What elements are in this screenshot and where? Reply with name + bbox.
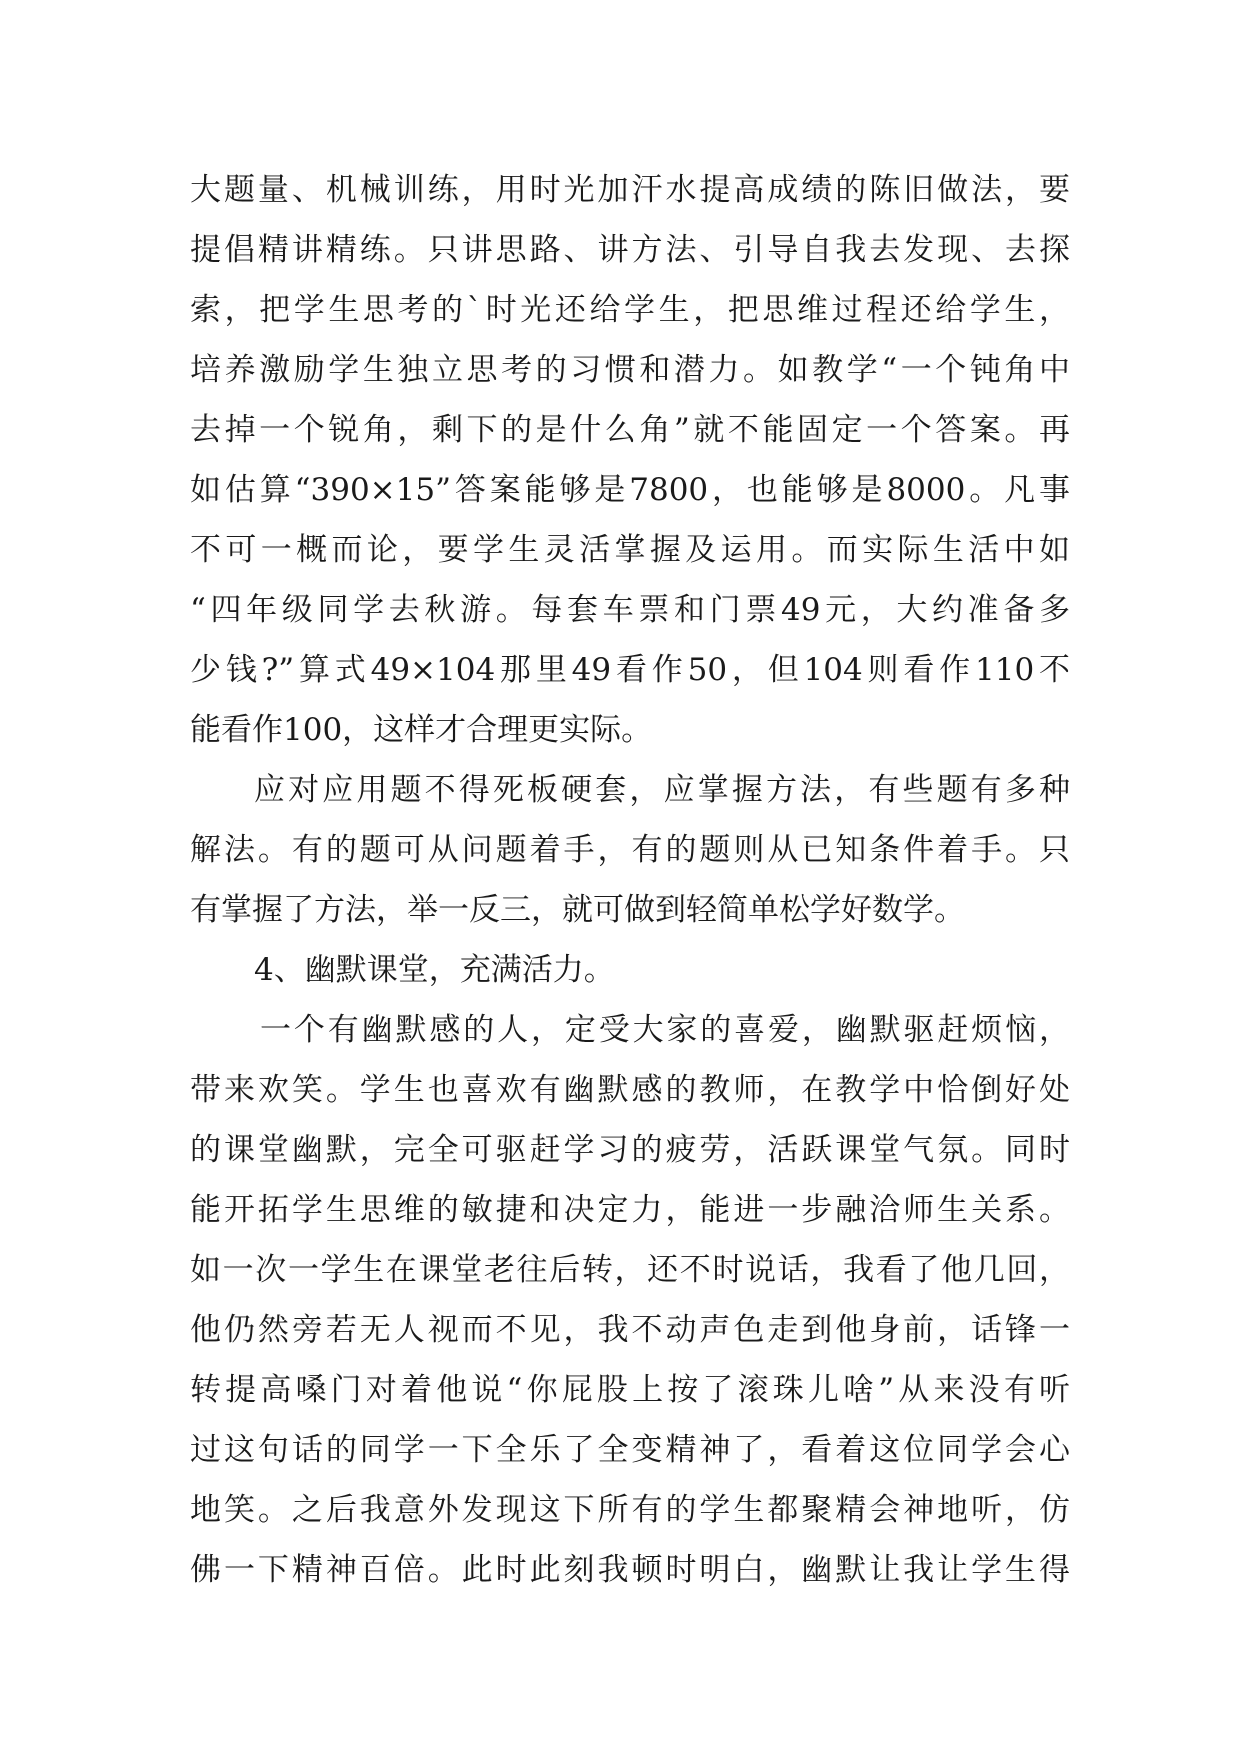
text-line: 解法。有的题可从问题着手，有的题则从已知条件着手。只: [190, 832, 1070, 868]
text-line: 提倡精讲精练。只讲思路、讲方法、引导自我去发现、去探: [190, 232, 1070, 268]
text-line: 去掉一个锐角，剩下的是什么角”就不能固定一个答案。再: [190, 412, 1070, 448]
text-line: “四年级同学去秋游。每套车票和门票49元，大约准备多: [190, 592, 1070, 628]
text-line: 如一次一学生在课堂老往后转，还不时说话，我看了他几回，: [190, 1252, 1070, 1288]
text-line: 能开拓学生思维的敏捷和决定力，能进一步融洽师生关系。: [190, 1192, 1070, 1228]
paragraph-first-line: 应对应用题不得死板硬套，应掌握方法，有些题有多种: [254, 772, 1070, 808]
text-line: 地笑。之后我意外发现这下所有的学生都聚精会神地听，仿: [190, 1492, 1070, 1528]
text-line: 培养激励学生独立思考的习惯和潜力。如教学“一个钝角中: [190, 352, 1070, 388]
text-line: 他仍然旁若无人视而不见，我不动声色走到他身前，话锋一: [190, 1312, 1070, 1348]
text-line: 少钱?”算式49×104那里49看作50，但104则看作110不: [190, 652, 1070, 688]
section-heading: 4、幽默课堂，充满活力。: [254, 952, 615, 988]
text-line: 过这句话的同学一下全乐了全变精神了，看着这位同学会心: [190, 1432, 1070, 1468]
text-line: 能看作100，这样才合理更实际。: [190, 712, 653, 748]
text-line: 索，把学生思考的`时光还给学生，把思维过程还给学生，: [190, 292, 1070, 328]
text-line: 佛一下精神百倍。此时此刻我顿时明白，幽默让我让学生得: [190, 1552, 1070, 1588]
text-line: 带来欢笑。学生也喜欢有幽默感的教师，在教学中恰倒好处: [190, 1072, 1070, 1108]
paragraph-first-line: 一个有幽默感的人，定受大家的喜爱，幽默驱赶烦恼，: [260, 1012, 1070, 1048]
text-line: 不可一概而论，要学生灵活掌握及运用。而实际生活中如: [190, 532, 1070, 568]
text-line: 如估算“390×15”答案能够是7800，也能够是8000。凡事: [190, 472, 1070, 508]
text-line: 大题量、机械训练，用时光加汗水提高成绩的陈旧做法，要: [190, 172, 1070, 208]
text-line: 的课堂幽默，完全可驱赶学习的疲劳，活跃课堂气氛。同时: [190, 1132, 1070, 1168]
text-line: 有掌握了方法，举一反三，就可做到轻简单松学好数学。: [190, 892, 965, 928]
body-text: [190, 160, 1070, 1600]
text-line: 转提高嗓门对着他说“你屁股上按了滚珠儿啥”从来没有听: [190, 1372, 1070, 1408]
